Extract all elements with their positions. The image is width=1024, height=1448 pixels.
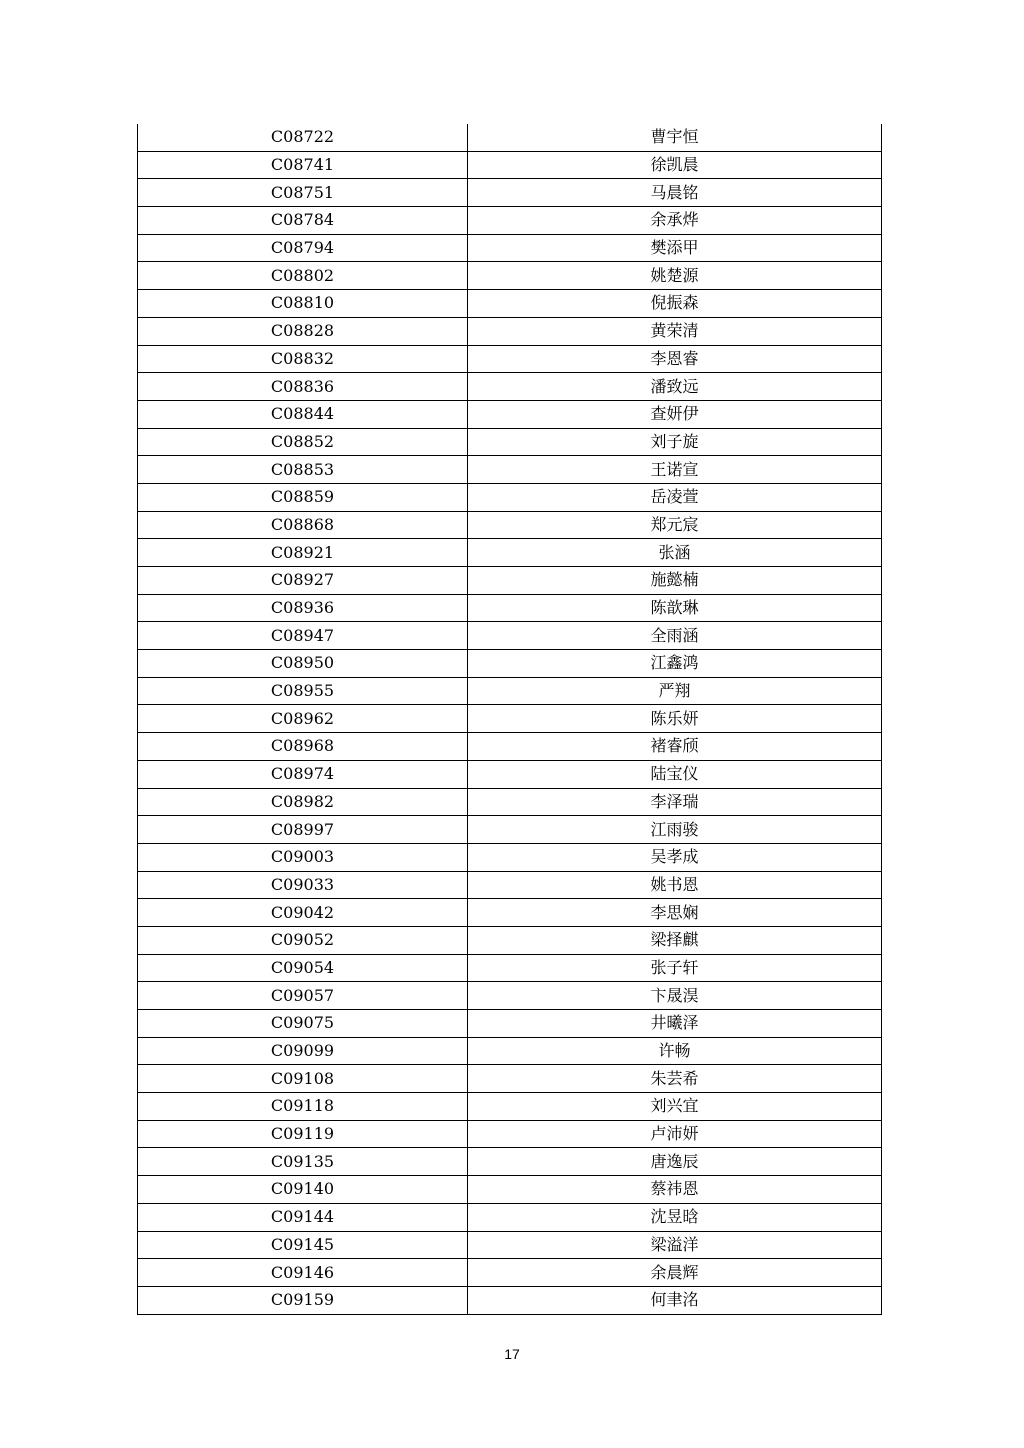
student-id-cell: C08802 bbox=[138, 262, 468, 290]
student-name-cell: 王诺宣 bbox=[468, 456, 882, 484]
table-row bbox=[138, 1176, 882, 1204]
student-name-cell: 全雨涵 bbox=[468, 622, 882, 650]
table-row bbox=[138, 1120, 882, 1148]
student-name-cell: 许畅 bbox=[468, 1037, 882, 1065]
table-row bbox=[138, 733, 882, 761]
student-id-cell: C08852 bbox=[138, 428, 468, 456]
table-row bbox=[138, 179, 882, 207]
student-name-cell: 刘子旋 bbox=[468, 428, 882, 456]
student-name-cell: 李泽瑞 bbox=[468, 788, 882, 816]
student-id-cell: C09057 bbox=[138, 982, 468, 1010]
student-id-cell: C09075 bbox=[138, 1010, 468, 1038]
student-id-cell: C08741 bbox=[138, 151, 468, 179]
student-id-cell: C08844 bbox=[138, 400, 468, 428]
student-id-cell: C08859 bbox=[138, 483, 468, 511]
student-id-cell: C08853 bbox=[138, 456, 468, 484]
student-id-cell: C08751 bbox=[138, 179, 468, 207]
student-name-cell: 李思娴 bbox=[468, 899, 882, 927]
student-name-cell: 沈昱晗 bbox=[468, 1203, 882, 1231]
page-number: 17 bbox=[504, 1346, 520, 1362]
table-row bbox=[138, 1203, 882, 1231]
student-name-cell: 黄荣清 bbox=[468, 317, 882, 345]
table-row bbox=[138, 539, 882, 567]
student-name-cell: 褚睿颀 bbox=[468, 733, 882, 761]
student-name-cell: 余晨辉 bbox=[468, 1259, 882, 1287]
student-name-cell: 郑元宸 bbox=[468, 511, 882, 539]
student-name-cell: 梁择麒 bbox=[468, 926, 882, 954]
student-id-cell: C09144 bbox=[138, 1203, 468, 1231]
table-row bbox=[138, 373, 882, 401]
table-row bbox=[138, 760, 882, 788]
table-row bbox=[138, 705, 882, 733]
table-row bbox=[138, 234, 882, 262]
student-id-cell: C09145 bbox=[138, 1231, 468, 1259]
table-row bbox=[138, 816, 882, 844]
table-row bbox=[138, 483, 882, 511]
table-row bbox=[138, 954, 882, 982]
student-name-cell: 陈乐妍 bbox=[468, 705, 882, 733]
table-row bbox=[138, 151, 882, 179]
table-row bbox=[138, 1231, 882, 1259]
student-id-cell: C09052 bbox=[138, 926, 468, 954]
student-name-cell: 江雨骏 bbox=[468, 816, 882, 844]
table-row bbox=[138, 926, 882, 954]
table-row bbox=[138, 1286, 882, 1314]
student-id-cell: C09108 bbox=[138, 1065, 468, 1093]
table-row bbox=[138, 456, 882, 484]
student-name-cell: 吴孝成 bbox=[468, 843, 882, 871]
student-name-cell: 岳凌萱 bbox=[468, 483, 882, 511]
student-id-cell: C09146 bbox=[138, 1259, 468, 1287]
student-id-cell: C08722 bbox=[138, 124, 468, 151]
student-name-cell: 卢沛妍 bbox=[468, 1120, 882, 1148]
table-row bbox=[138, 1093, 882, 1121]
table-row bbox=[138, 1148, 882, 1176]
student-id-cell: C09054 bbox=[138, 954, 468, 982]
table-row bbox=[138, 677, 882, 705]
student-id-cell: C08982 bbox=[138, 788, 468, 816]
table-row bbox=[138, 622, 882, 650]
student-name-cell: 蔡祎恩 bbox=[468, 1176, 882, 1204]
student-name-cell: 陈歆琳 bbox=[468, 594, 882, 622]
table-row bbox=[138, 594, 882, 622]
student-name-cell: 严翔 bbox=[468, 677, 882, 705]
student-id-cell: C08810 bbox=[138, 290, 468, 318]
student-name-cell: 倪振森 bbox=[468, 290, 882, 318]
table-row bbox=[138, 124, 882, 151]
student-name-cell: 何聿洺 bbox=[468, 1286, 882, 1314]
student-name-cell: 徐凯晨 bbox=[468, 151, 882, 179]
table-row bbox=[138, 871, 882, 899]
roster-table bbox=[137, 124, 882, 1315]
student-id-cell: C09099 bbox=[138, 1037, 468, 1065]
student-id-cell: C09003 bbox=[138, 843, 468, 871]
table-row bbox=[138, 1259, 882, 1287]
student-name-cell: 江鑫鸿 bbox=[468, 650, 882, 678]
student-name-cell: 余承烨 bbox=[468, 207, 882, 235]
table-row bbox=[138, 345, 882, 373]
table-row bbox=[138, 207, 882, 235]
student-name-cell: 潘致远 bbox=[468, 373, 882, 401]
student-id-cell: C08836 bbox=[138, 373, 468, 401]
student-name-cell: 井曦泽 bbox=[468, 1010, 882, 1038]
student-id-cell: C08868 bbox=[138, 511, 468, 539]
student-id-cell: C08828 bbox=[138, 317, 468, 345]
table-row bbox=[138, 262, 882, 290]
student-name-cell: 施懿楠 bbox=[468, 567, 882, 595]
student-name-cell: 梁溢洋 bbox=[468, 1231, 882, 1259]
student-name-cell: 卞晟淏 bbox=[468, 982, 882, 1010]
table-row bbox=[138, 788, 882, 816]
student-name-cell: 樊添甲 bbox=[468, 234, 882, 262]
student-id-cell: C08968 bbox=[138, 733, 468, 761]
student-name-cell: 刘兴宜 bbox=[468, 1093, 882, 1121]
student-name-cell: 陆宝仪 bbox=[468, 760, 882, 788]
student-id-cell: C09140 bbox=[138, 1176, 468, 1204]
student-name-cell: 唐逸辰 bbox=[468, 1148, 882, 1176]
student-id-cell: C08921 bbox=[138, 539, 468, 567]
student-id-cell: C09135 bbox=[138, 1148, 468, 1176]
student-name-cell: 查妍伊 bbox=[468, 400, 882, 428]
student-id-cell: C09118 bbox=[138, 1093, 468, 1121]
student-name-cell: 曹宇恒 bbox=[468, 124, 882, 151]
student-name-cell: 张涵 bbox=[468, 539, 882, 567]
student-name-cell: 姚书恩 bbox=[468, 871, 882, 899]
student-id-cell: C08794 bbox=[138, 234, 468, 262]
table-row bbox=[138, 1037, 882, 1065]
table-row bbox=[138, 511, 882, 539]
table-row bbox=[138, 1065, 882, 1093]
table-row bbox=[138, 317, 882, 345]
table-row bbox=[138, 290, 882, 318]
student-name-cell: 姚楚源 bbox=[468, 262, 882, 290]
table-row bbox=[138, 567, 882, 595]
student-id-cell: C09042 bbox=[138, 899, 468, 927]
student-id-cell: C09033 bbox=[138, 871, 468, 899]
student-id-cell: C09119 bbox=[138, 1120, 468, 1148]
student-name-cell: 张子轩 bbox=[468, 954, 882, 982]
roster-table-body bbox=[138, 124, 882, 1314]
student-id-cell: C08997 bbox=[138, 816, 468, 844]
table-row bbox=[138, 1010, 882, 1038]
table-row bbox=[138, 899, 882, 927]
table-row bbox=[138, 843, 882, 871]
student-id-cell: C08974 bbox=[138, 760, 468, 788]
student-name-cell: 马晨铭 bbox=[468, 179, 882, 207]
student-name-cell: 朱芸希 bbox=[468, 1065, 882, 1093]
student-id-cell: C08955 bbox=[138, 677, 468, 705]
student-id-cell: C08784 bbox=[138, 207, 468, 235]
student-id-cell: C09159 bbox=[138, 1286, 468, 1314]
student-id-cell: C08936 bbox=[138, 594, 468, 622]
table-row bbox=[138, 400, 882, 428]
student-id-cell: C08950 bbox=[138, 650, 468, 678]
table-row bbox=[138, 650, 882, 678]
student-name-cell: 李恩睿 bbox=[468, 345, 882, 373]
table-row bbox=[138, 982, 882, 1010]
student-id-cell: C08927 bbox=[138, 567, 468, 595]
student-id-cell: C08832 bbox=[138, 345, 468, 373]
student-id-cell: C08947 bbox=[138, 622, 468, 650]
table-row bbox=[138, 428, 882, 456]
student-id-cell: C08962 bbox=[138, 705, 468, 733]
